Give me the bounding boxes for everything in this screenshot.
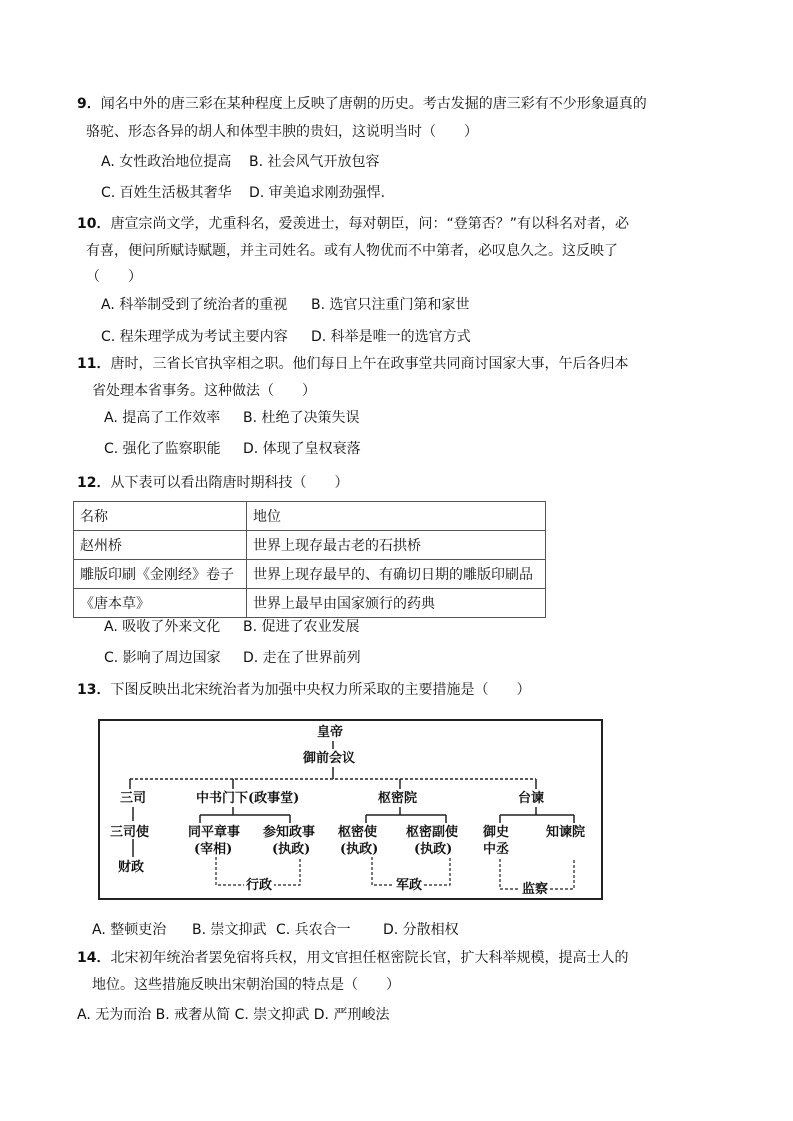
jiancha-label: 监察 (522, 882, 549, 897)
option-d: D. 科举是唯一的选官方式 (311, 329, 471, 345)
option-b: B. 杜绝了决策失误 (243, 410, 360, 426)
zaixiang-label: (宰相) (194, 842, 233, 857)
question-text-continued: 省处理本省事务。这种做法（ ） (92, 383, 316, 399)
question-12 (77, 473, 348, 493)
science-table (73, 501, 546, 618)
shumifushi-node: 枢密副使 (406, 825, 459, 840)
option-d: D. 审美追求刚劲强悍. (249, 185, 386, 201)
table-header-row (74, 502, 546, 531)
question-text: 唐时，三省长官执宰相之职。他们每日上午在政事堂共同商讨国家大事，午后各归本 (110, 356, 629, 372)
question-text: 从下表可以看出隋唐时期科技（ ） (110, 475, 349, 491)
table-cell: 赵州桥 (74, 531, 247, 560)
question-number: 10． (77, 216, 111, 232)
table-row (74, 531, 546, 560)
junzheng-label: 军政 (396, 878, 423, 893)
xingzheng-label: 行政 (246, 878, 273, 893)
question-number: 9． (77, 96, 101, 112)
options-line: A. 无为而治 B. 戒奢从简 C. 崇文抑武 D. 严刑峻法 (77, 1007, 390, 1023)
option-a: A. 吸收了外来文化 (104, 619, 221, 635)
question-number: 12． (77, 475, 111, 491)
option-a: A. 整顿吏治 (92, 922, 167, 938)
table-cell: 雕版印刷《金刚经》卷子 (74, 560, 247, 589)
option-c: C. 兵农合一 (276, 922, 351, 938)
diagram-connectors (100, 721, 601, 898)
option-d: D. 走在了世界前列 (243, 650, 361, 666)
option-a: A. 提高了工作效率 (104, 410, 221, 426)
option-b: B. 崇文抑武 (192, 922, 267, 938)
question-13 (77, 680, 530, 700)
question-text: 闻名中外的唐三彩在某种程度上反映了唐朝的历史。考古发掘的唐三彩有不少形象逼真的 (100, 96, 647, 112)
option-b: B. 社会风气开放包容 (249, 154, 380, 170)
yushi-node-line2: 中丞 (483, 842, 510, 857)
question-text-continued: 有喜，便问所赋诗赋题，并主司姓名。或有人物优而不中第者，必叹息久之。这反映了 (86, 243, 618, 259)
sansishi-node: 三司使 (110, 825, 150, 840)
option-b: B. 选官只注重门第和家世 (311, 297, 470, 313)
table-cell: 世界上现存最古老的石拱桥 (247, 531, 546, 560)
taijian-node: 台谏 (518, 791, 545, 806)
answer-bracket: （ ） (86, 269, 142, 285)
option-a: A. 女性政治地位提高 (101, 154, 232, 170)
question-number: 13． (77, 682, 111, 698)
option-c: C. 影响了周边国家 (104, 650, 221, 666)
option-c: C. 强化了监察职能 (104, 441, 221, 457)
tongping-node: 同平章事 (188, 825, 241, 840)
zhongshu-node: 中书门下(政事堂) (196, 791, 300, 806)
option-d: D. 分散相权 (383, 922, 459, 938)
zhijian-node: 知谏院 (546, 825, 586, 840)
question-text-continued: 骆驼、形态各异的胡人和体型丰腴的贵妇，这说明当时（ ） (86, 124, 478, 140)
caizheng-label: 财政 (118, 860, 145, 875)
question-text: 北宋初年统治者罢免宿将兵权，用文官担任枢密院长官，扩大科举规模，提高士人的 (110, 950, 629, 966)
shumishi-node: 枢密使 (338, 825, 378, 840)
question-text: 唐宣宗尚文学，尤重科名，爱羡进士，每对朝臣，问：“登第否？”有以科名对者，必 (110, 216, 629, 232)
option-c: C. 百姓生活极其奢华 (101, 185, 232, 201)
table-row (74, 560, 546, 589)
shumi-node: 枢密院 (378, 791, 418, 806)
option-b: B. 促进了农业发展 (243, 619, 360, 635)
question-14 (77, 948, 628, 968)
zhizheng-label-2: (执政) (340, 842, 379, 857)
canzhi-node: 参知政事 (263, 825, 316, 840)
question-number: 11． (77, 356, 111, 372)
option-d: D. 体现了皇权衰落 (243, 441, 361, 457)
question-10 (77, 214, 629, 234)
table-header-name: 名称 (74, 502, 247, 531)
yushi-node-line1: 御史 (483, 825, 510, 840)
zhizheng-label-3: (执政) (414, 842, 453, 857)
option-a: A. 科举制受到了统治者的重视 (101, 297, 288, 313)
question-text: 下图反映出北宋统治者为加强中央权力所采取的主要措施是（ ） (110, 682, 531, 698)
question-number: 14． (77, 950, 111, 966)
table-header-status: 地位 (247, 502, 546, 531)
council-node: 御前会议 (303, 751, 356, 766)
question-text-continued: 地位。这些措施反映出宋朝治国的特点是（ ） (92, 977, 400, 993)
table-cell: 《唐本草》 (74, 589, 247, 618)
table-row (74, 589, 546, 618)
question-11 (77, 354, 628, 374)
question-9 (77, 94, 647, 114)
table-cell: 世界上现存最早的、有确切日期的雕版印刷品 (247, 560, 546, 589)
option-c: C. 程朱理学成为考试主要内容 (101, 329, 288, 345)
emperor-node: 皇帝 (317, 725, 344, 740)
song-government-diagram (98, 719, 603, 900)
sansi-node: 三司 (120, 791, 147, 806)
zhizheng-label-1: (执政) (272, 842, 311, 857)
table-cell: 世界上最早由国家颁行的药典 (247, 589, 546, 618)
